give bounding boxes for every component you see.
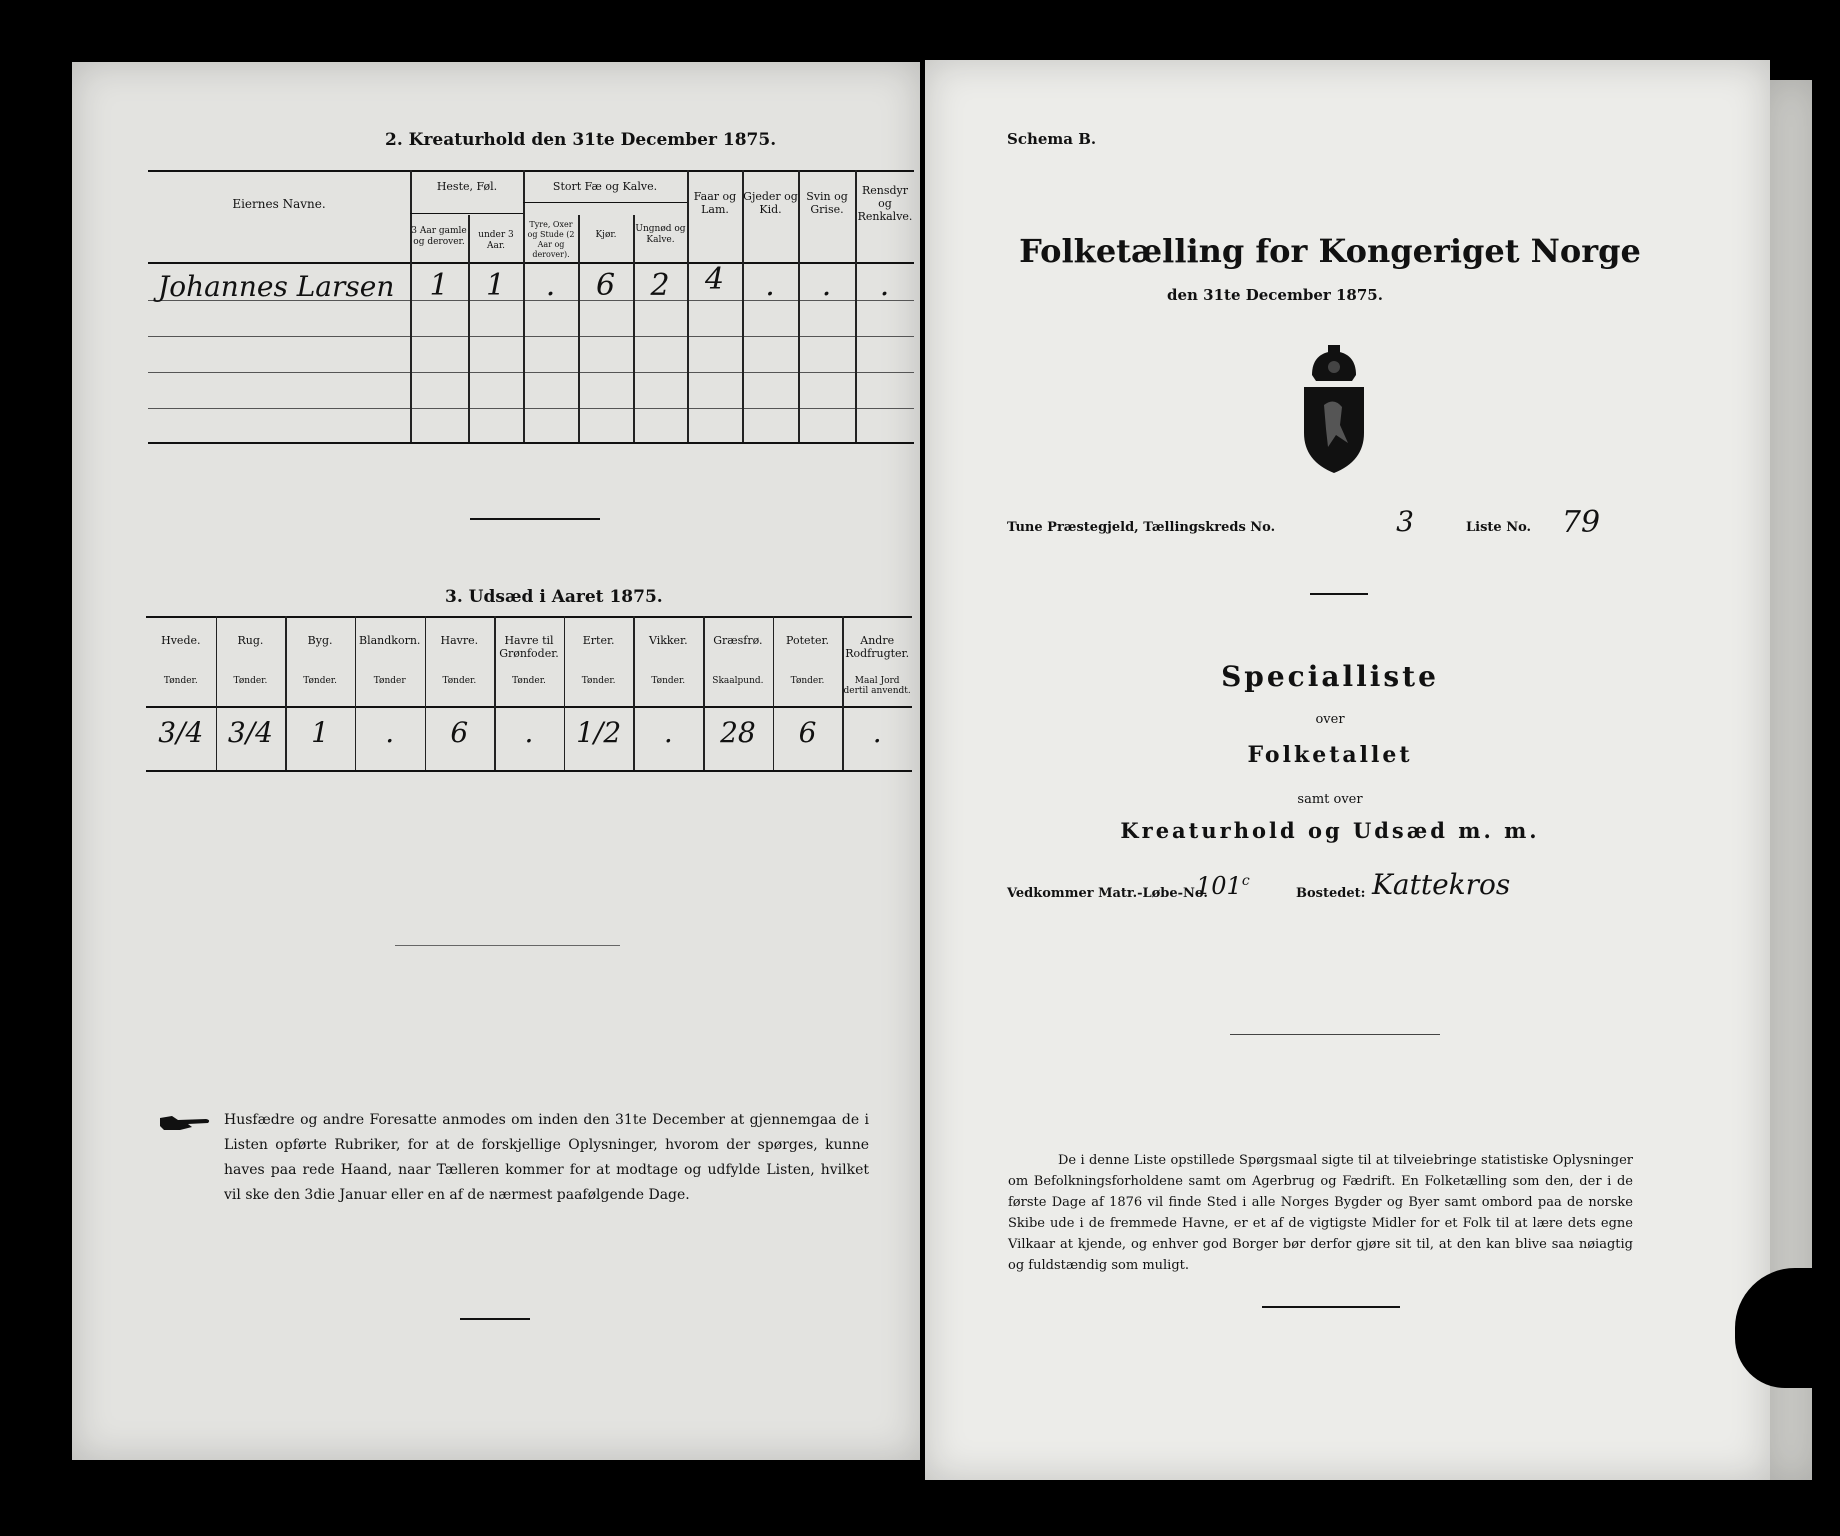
sowing-cell-value: .	[524, 716, 534, 749]
sowing-cell-value: 28	[720, 716, 756, 749]
table2-subheader-rule	[523, 202, 687, 203]
sowing-col-label: Hvede.	[161, 634, 201, 647]
col-stort-c-header: Ungnød og Kalve.	[635, 224, 686, 245]
sowing-col-label: Rug.	[237, 634, 264, 647]
census-title: Folketælling for Kongeriget Norge	[1019, 232, 1641, 270]
sowing-col-unit: Tønder.	[512, 676, 546, 686]
matr-number: 101$^c$	[1196, 872, 1250, 900]
sowing-col-unit: Tønder.	[442, 676, 477, 686]
cell-stort-a: .	[545, 268, 556, 303]
sowing-cell-value: 6	[450, 716, 469, 749]
sowing-col-label: Vikker.	[648, 634, 688, 647]
coat-of-arms-icon	[1298, 345, 1370, 475]
sowing-cell-value: 1/2	[576, 716, 622, 749]
parish-label: Tune Præstegjeld, Tællingskreds No.	[1007, 520, 1276, 535]
col-gjeder-header: Gjeder og Kid.	[743, 190, 798, 216]
owner-name: Johannes Larsen	[158, 270, 395, 303]
sowing-col-label: Poteter.	[786, 634, 830, 647]
sowing-col-unit: Maal Jord dertil anvendt.	[843, 676, 911, 696]
sowing-col-label: Andre Rodfrugter.	[845, 634, 910, 660]
sowing-cell-value: .	[663, 716, 673, 749]
table3-header-rule	[146, 706, 912, 708]
sowing-col-unit: Tønder.	[581, 676, 616, 686]
sowing-cell-value: .	[872, 716, 882, 749]
separator-rule	[1262, 1306, 1400, 1308]
sowing-cell-value: 1	[311, 716, 329, 749]
footer-paragraph: De i denne Liste opstillede Spørgsmaal sigte til at tilveiebringe statistiske Oplysninger om Befolkningsforholdene samt om Agerbrug og Fædrift. En Folketælling som den, der i de første Dage af 1876 vil finde Sted i alle Norges Bygder og Byer samt ombord paa de norske Skibe ude i de fremmede Havne, er et af de vigtigste Midler for et Folk til at lære dets egne Vilkaar at kjende, og enhver god Borger bør derfor gjøre sit til, at den kan blive saa nøiagtig og fuldstændig som muligt.	[1008, 1153, 1633, 1273]
kreaturhold-heading: Kreaturhold og Udsæd m. m.	[1120, 818, 1540, 843]
cell-rens: .	[879, 268, 890, 303]
sowing-cell-value: 3/4	[158, 716, 204, 749]
sowing-col-label: Havre.	[440, 634, 479, 647]
section3-heading: 3. Udsæd i Aaret 1875.	[445, 587, 663, 607]
schema-label: Schema B.	[1007, 130, 1097, 148]
table2-col-divider	[633, 215, 635, 442]
census-date: den 31te December 1875.	[1167, 286, 1383, 304]
separator-rule	[395, 945, 620, 946]
cell-gjeder: .	[765, 268, 775, 303]
matr-label: Vedkommer Matr.-Løbe-No.	[1007, 886, 1208, 901]
bostedet-value: Kattekros	[1372, 868, 1511, 901]
sowing-col-unit: Tønder.	[790, 676, 825, 686]
col-rens-header: Rensdyr og Renkalve.	[857, 184, 913, 223]
sowing-col-unit: Tønder.	[651, 676, 686, 686]
table2-col-divider	[578, 215, 580, 442]
separator-rule	[460, 1318, 530, 1320]
kreds-number: 3	[1396, 505, 1414, 538]
table2-subheader-rule	[410, 213, 523, 214]
separator-rule	[470, 518, 600, 520]
group-stort-header: Stort Fæ og Kalve.	[552, 180, 658, 193]
matr-suffix: c	[1241, 873, 1250, 889]
sowing-col-unit: Tønder.	[163, 676, 198, 686]
sowing-col-unit: Tønder.	[233, 676, 268, 686]
folketallet-heading: Folketallet	[1247, 742, 1413, 768]
separator-rule	[1230, 1034, 1440, 1035]
cell-heste-a: 1	[429, 268, 449, 303]
sowing-col-unit: Tønder	[373, 676, 406, 686]
col-heste-b-header: under 3 Aar.	[478, 230, 514, 251]
col-faar-header: Faar og Lam.	[693, 190, 737, 216]
table3-top-rule	[146, 616, 912, 618]
separator-rule	[1310, 593, 1368, 595]
col-heste-a-header: 3 Aar gamle og derover.	[411, 226, 467, 247]
sowing-col-label: Erter.	[582, 634, 615, 647]
sowing-col-unit: Tønder.	[303, 676, 337, 686]
notice-paragraph: Husfædre og andre Foresatte anmodes om inden den 31te December at gjennemgaa de i Listen opførte Rubriker, for at de forskjellige Oplysninger, hvorom der spørges, kunne haves paa rede Haand, naar Tælleren kommer for at modtage og udfylde Listen, hvilket vil ske den 3die Januar eller en af de nærmest paafølgende Dage.	[224, 1112, 869, 1203]
table2-col-divider	[410, 170, 412, 442]
sowing-col-label: Blandkorn.	[359, 634, 421, 647]
sowing-col-unit: Skaalpund.	[712, 676, 764, 686]
pointing-hand-icon	[158, 1112, 212, 1134]
samt-over-label: samt over	[1297, 792, 1363, 807]
sowing-cell-value: 6	[798, 716, 817, 749]
binder-clip	[1735, 1268, 1840, 1388]
col-stort-a-header: Tyre, Oxer og Stude (2 Aar og derover).	[527, 220, 575, 259]
section2-heading: 2. Kreaturhold den 31te December 1875.	[385, 130, 777, 150]
bostedet-label: Bostedet:	[1296, 886, 1366, 901]
cell-heste-b: 1	[485, 268, 506, 303]
specialliste-heading: Specialliste	[1221, 660, 1439, 693]
cell-svin: .	[821, 268, 832, 303]
liste-number: 79	[1561, 505, 1601, 540]
group-heste-header: Heste, Føl.	[436, 180, 498, 193]
sowing-col-label: Byg.	[307, 634, 333, 647]
cell-stort-c: 2	[650, 268, 670, 303]
liste-label: Liste No.	[1466, 520, 1532, 535]
cell-stort-b: 6	[595, 268, 616, 303]
col-owner-header: Eiernes Navne.	[232, 197, 326, 211]
col-svin-header: Svin og Grise.	[806, 190, 848, 216]
table2-col-divider	[523, 170, 525, 442]
sowing-col-label: Havre til Grønfoder.	[499, 634, 559, 660]
sowing-cell-value: 3/4	[227, 716, 273, 749]
table2-bottom-rule	[148, 442, 914, 444]
table3-bottom-rule	[146, 770, 912, 772]
over-label: over	[1315, 712, 1345, 727]
cell-faar: 4	[704, 262, 725, 297]
sowing-cell-value: .	[385, 716, 395, 749]
sowing-col-label: Græsfrø.	[713, 634, 763, 647]
col-stort-b-header: Kjør.	[595, 230, 617, 240]
